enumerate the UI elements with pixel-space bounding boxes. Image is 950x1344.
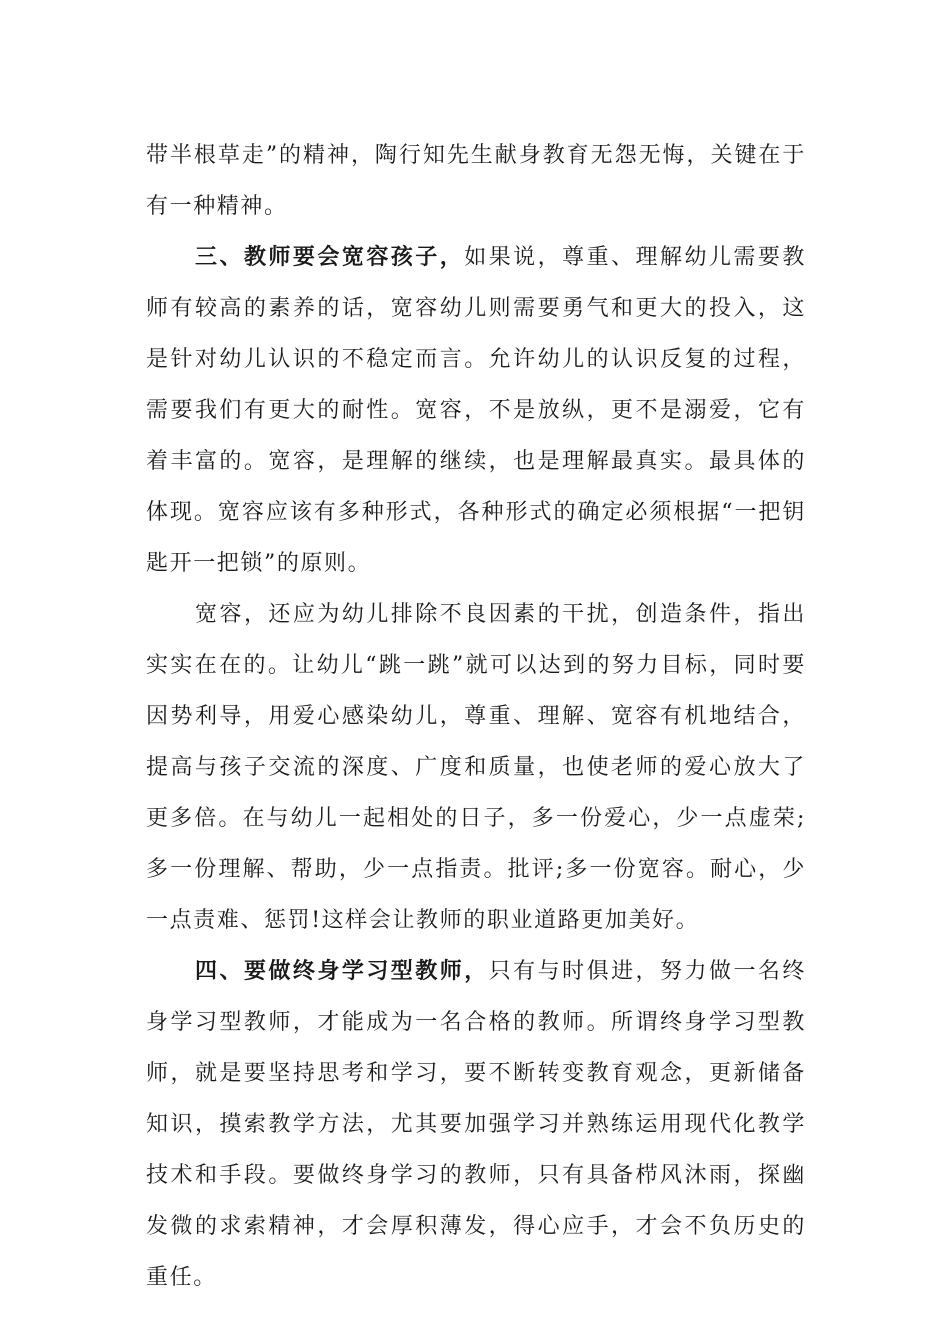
paragraph-section-three bbox=[146, 232, 806, 589]
paragraph-continuation bbox=[146, 130, 806, 232]
paragraph-section-four bbox=[146, 946, 806, 1303]
paragraph-text: 带半根草走”的精神，陶行知先生献身教育无怨无悔，关键在于有一种精神。 bbox=[146, 143, 806, 219]
paragraph-text: 如果说，尊重、理解幼儿需要教师有较高的素养的话，宽容幼儿则需要勇气和更大的投入，这是针对幼儿认识的不稳定而言。允许幼儿的认识反复的过程，需要我们有更大的耐性。宽容，不是放纵，更不是溺爱，它有着丰富的。宽容，是理解的继续，也是理解最真实。最具体的体现。宽容应该有多种形式，各种形式的确定必须根据“一把钥匙开一把锁”的原则。 bbox=[146, 245, 806, 576]
section-heading-four: 四、要做终身学习型教师， bbox=[195, 959, 489, 984]
paragraph-tolerance bbox=[146, 589, 806, 946]
document-body bbox=[146, 130, 806, 1303]
paragraph-text: 宽容，还应为幼儿排除不良因素的干扰，创造条件，指出实实在在的。让幼儿“跳一跳”就可以达到的努力目标，同时要因势利导，用爱心感染幼儿，尊重、理解、宽容有机地结合，提高与孩子交流的深度、广度和质量，也使老师的爱心放大了更多倍。在与幼儿一起相处的日子，多一份爱心，少一点虚荣;多一份理解、帮助，少一点指责。批评;多一份宽容。耐心，少一点责难、惩罚!这样会让教师的职业道路更加美好。 bbox=[146, 602, 806, 933]
section-heading-three: 三、教师要会宽容孩子， bbox=[195, 245, 465, 270]
paragraph-text: 只有与时俱进，努力做一名终身学习型教师，才能成为一名合格的教师。所谓终身学习型教师，就是要坚持思考和学习，要不断转变教育观念，更新储备知识，摸索教学方法，尤其要加强学习并熟练运用现代化教学技术和手段。要做终身学习的教师，只有具备栉风沐雨，探幽发微的求索精神，才会厚积薄发，得心应手，才会不负历史的重任。 bbox=[146, 959, 806, 1290]
